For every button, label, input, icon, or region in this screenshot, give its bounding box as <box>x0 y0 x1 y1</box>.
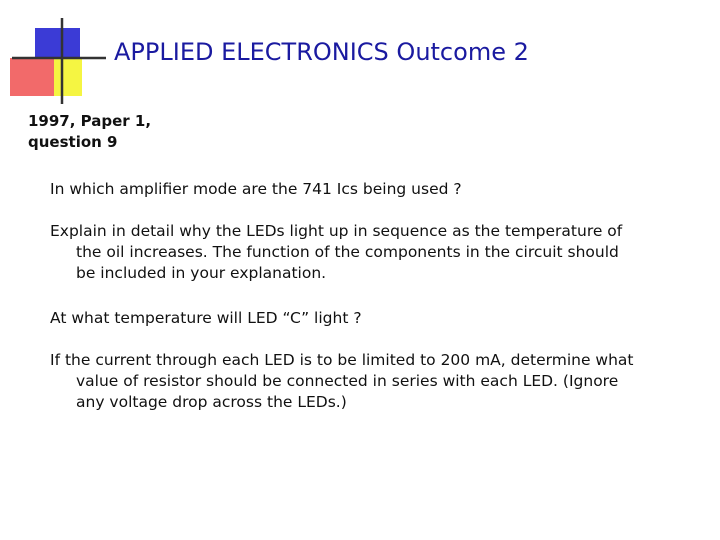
slide-title: APPLIED ELECTRONICS Outcome 2 <box>114 38 529 66</box>
question-3-line-1: At what temperature will LED “C” light ? <box>50 309 362 327</box>
question-1 <box>50 179 660 200</box>
question-2-line-2: the oil increases. The function of the components in the circuit should <box>76 243 619 261</box>
question-4-line-3: any voltage drop across the LEDs.) <box>76 393 347 411</box>
question-1-line-1: In which amplifier mode are the 741 Ics being used ? <box>50 180 462 198</box>
question-2-line-3: be included in your explanation. <box>76 264 327 282</box>
logo-yellow-square <box>54 58 82 96</box>
question-4-line-1: If the current through each LED is to be limited to 200 mA, determine what <box>50 351 634 369</box>
question-4 <box>50 350 660 413</box>
question-3 <box>50 308 660 329</box>
question-2 <box>50 221 660 284</box>
logo-red-square <box>10 58 54 96</box>
source-line-1: 1997, Paper 1, <box>28 112 152 130</box>
source-line-2: question 9 <box>28 133 118 151</box>
question-4-line-2: value of resistor should be connected in series with each LED. (Ignore <box>76 372 619 390</box>
question-2-line-1: Explain in detail why the LEDs light up in sequence as the temperature of <box>50 222 623 240</box>
source-reference <box>28 111 151 153</box>
slide-logo-icon <box>0 0 110 110</box>
